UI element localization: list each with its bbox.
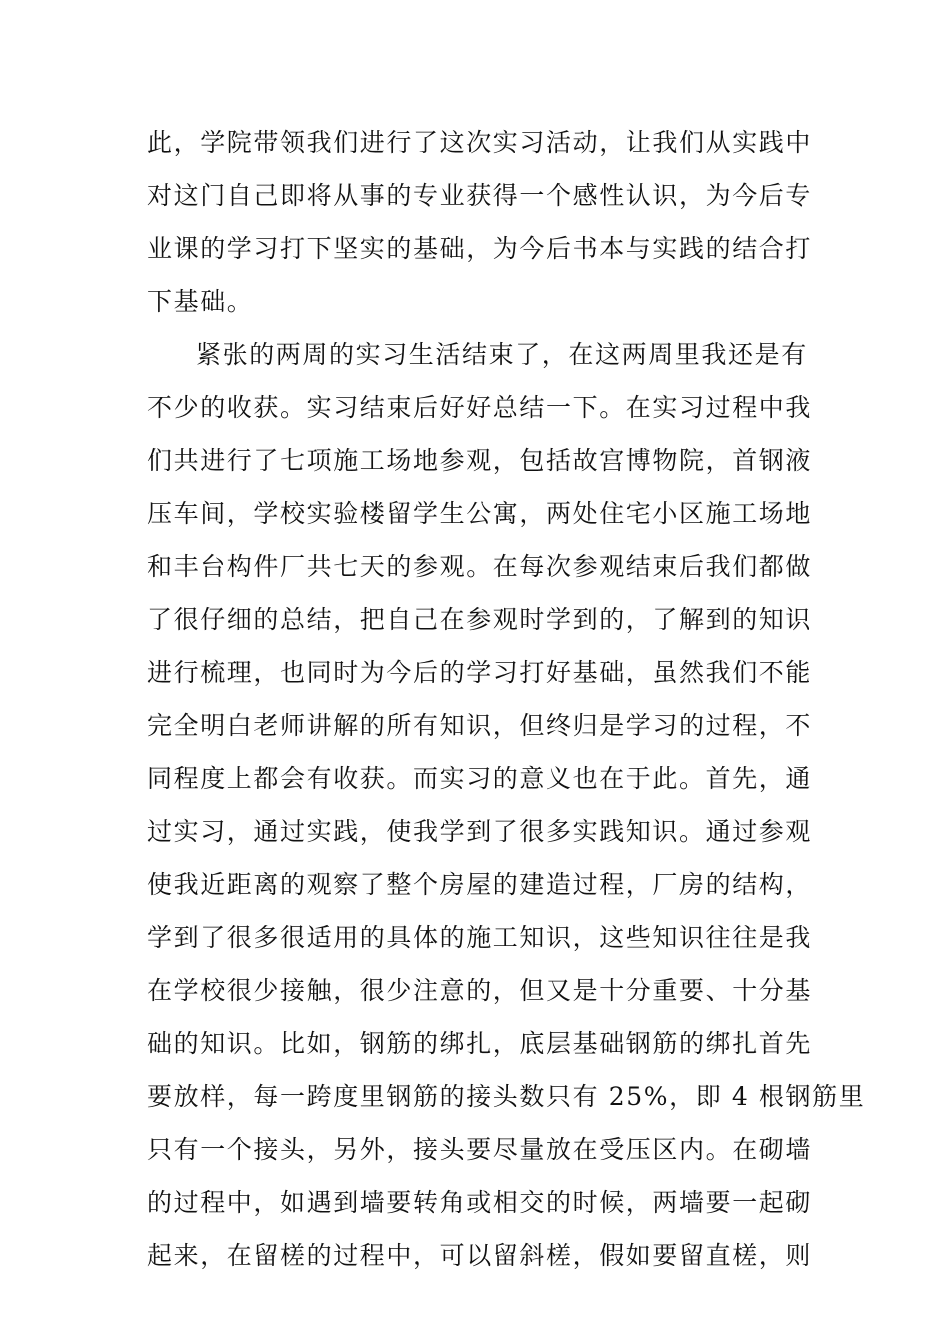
text-line: 过实习，通过实践，使我学到了很多实践知识。通过参观 xyxy=(147,817,813,846)
text-line: 完全明白老师讲解的所有知识，但终归是学习的过程，不 xyxy=(147,711,813,740)
text-line: 起来，在留槎的过程中，可以留斜槎，假如要留直槎，则 xyxy=(147,1241,813,1270)
text-line: 同程度上都会有收获。而实习的意义也在于此。首先，通 xyxy=(147,764,813,793)
text-line: 础的知识。比如，钢筋的绑扎，底层基础钢筋的绑扎首先 xyxy=(147,1029,813,1058)
text-line: 进行梳理，也同时为今后的学习打好基础，虽然我们不能 xyxy=(147,658,813,687)
text-line: 对这门自己即将从事的专业获得一个感性认识，为今后专 xyxy=(147,181,813,210)
text-line: 在学校很少接触，很少注意的，但又是十分重要、十分基 xyxy=(147,976,813,1005)
text-line: 业课的学习打下坚实的基础，为今后书本与实践的结合打 xyxy=(147,234,813,263)
text-line: 紧张的两周的实习生活结束了，在这两周里我还是有 xyxy=(196,340,808,369)
text-line: 们共进行了七项施工场地参观，包括故宫博物院，首钢液 xyxy=(147,446,813,475)
text-line: 使我近距离的观察了整个房屋的建造过程，厂房的结构， xyxy=(147,870,813,899)
text-line: 学到了很多很适用的具体的施工知识，这些知识往往是我 xyxy=(147,923,813,952)
text-line: 和丰台构件厂共七天的参观。在每次参观结束后我们都做 xyxy=(147,552,813,581)
text-line: 下基础。 xyxy=(147,287,254,316)
text-line: 不少的收获。实习结束后好好总结一下。在实习过程中我 xyxy=(147,393,813,422)
text-line: 只有一个接头，另外，接头要尽量放在受压区内。在砌墙 xyxy=(147,1135,813,1164)
text-line: 了很仔细的总结，把自己在参观时学到的，了解到的知识 xyxy=(147,605,813,634)
text-line: 的过程中，如遇到墙要转角或相交的时候，两墙要一起砌 xyxy=(147,1188,813,1217)
text-line: 压车间，学校实验楼留学生公寓，两处住宅小区施工场地 xyxy=(147,499,813,528)
text-line: 此，学院带领我们进行了这次实习活动，让我们从实践中 xyxy=(147,128,813,157)
text-line: 要放样，每一跨度里钢筋的接头数只有 25%，即 4 根钢筋里 xyxy=(147,1082,866,1111)
